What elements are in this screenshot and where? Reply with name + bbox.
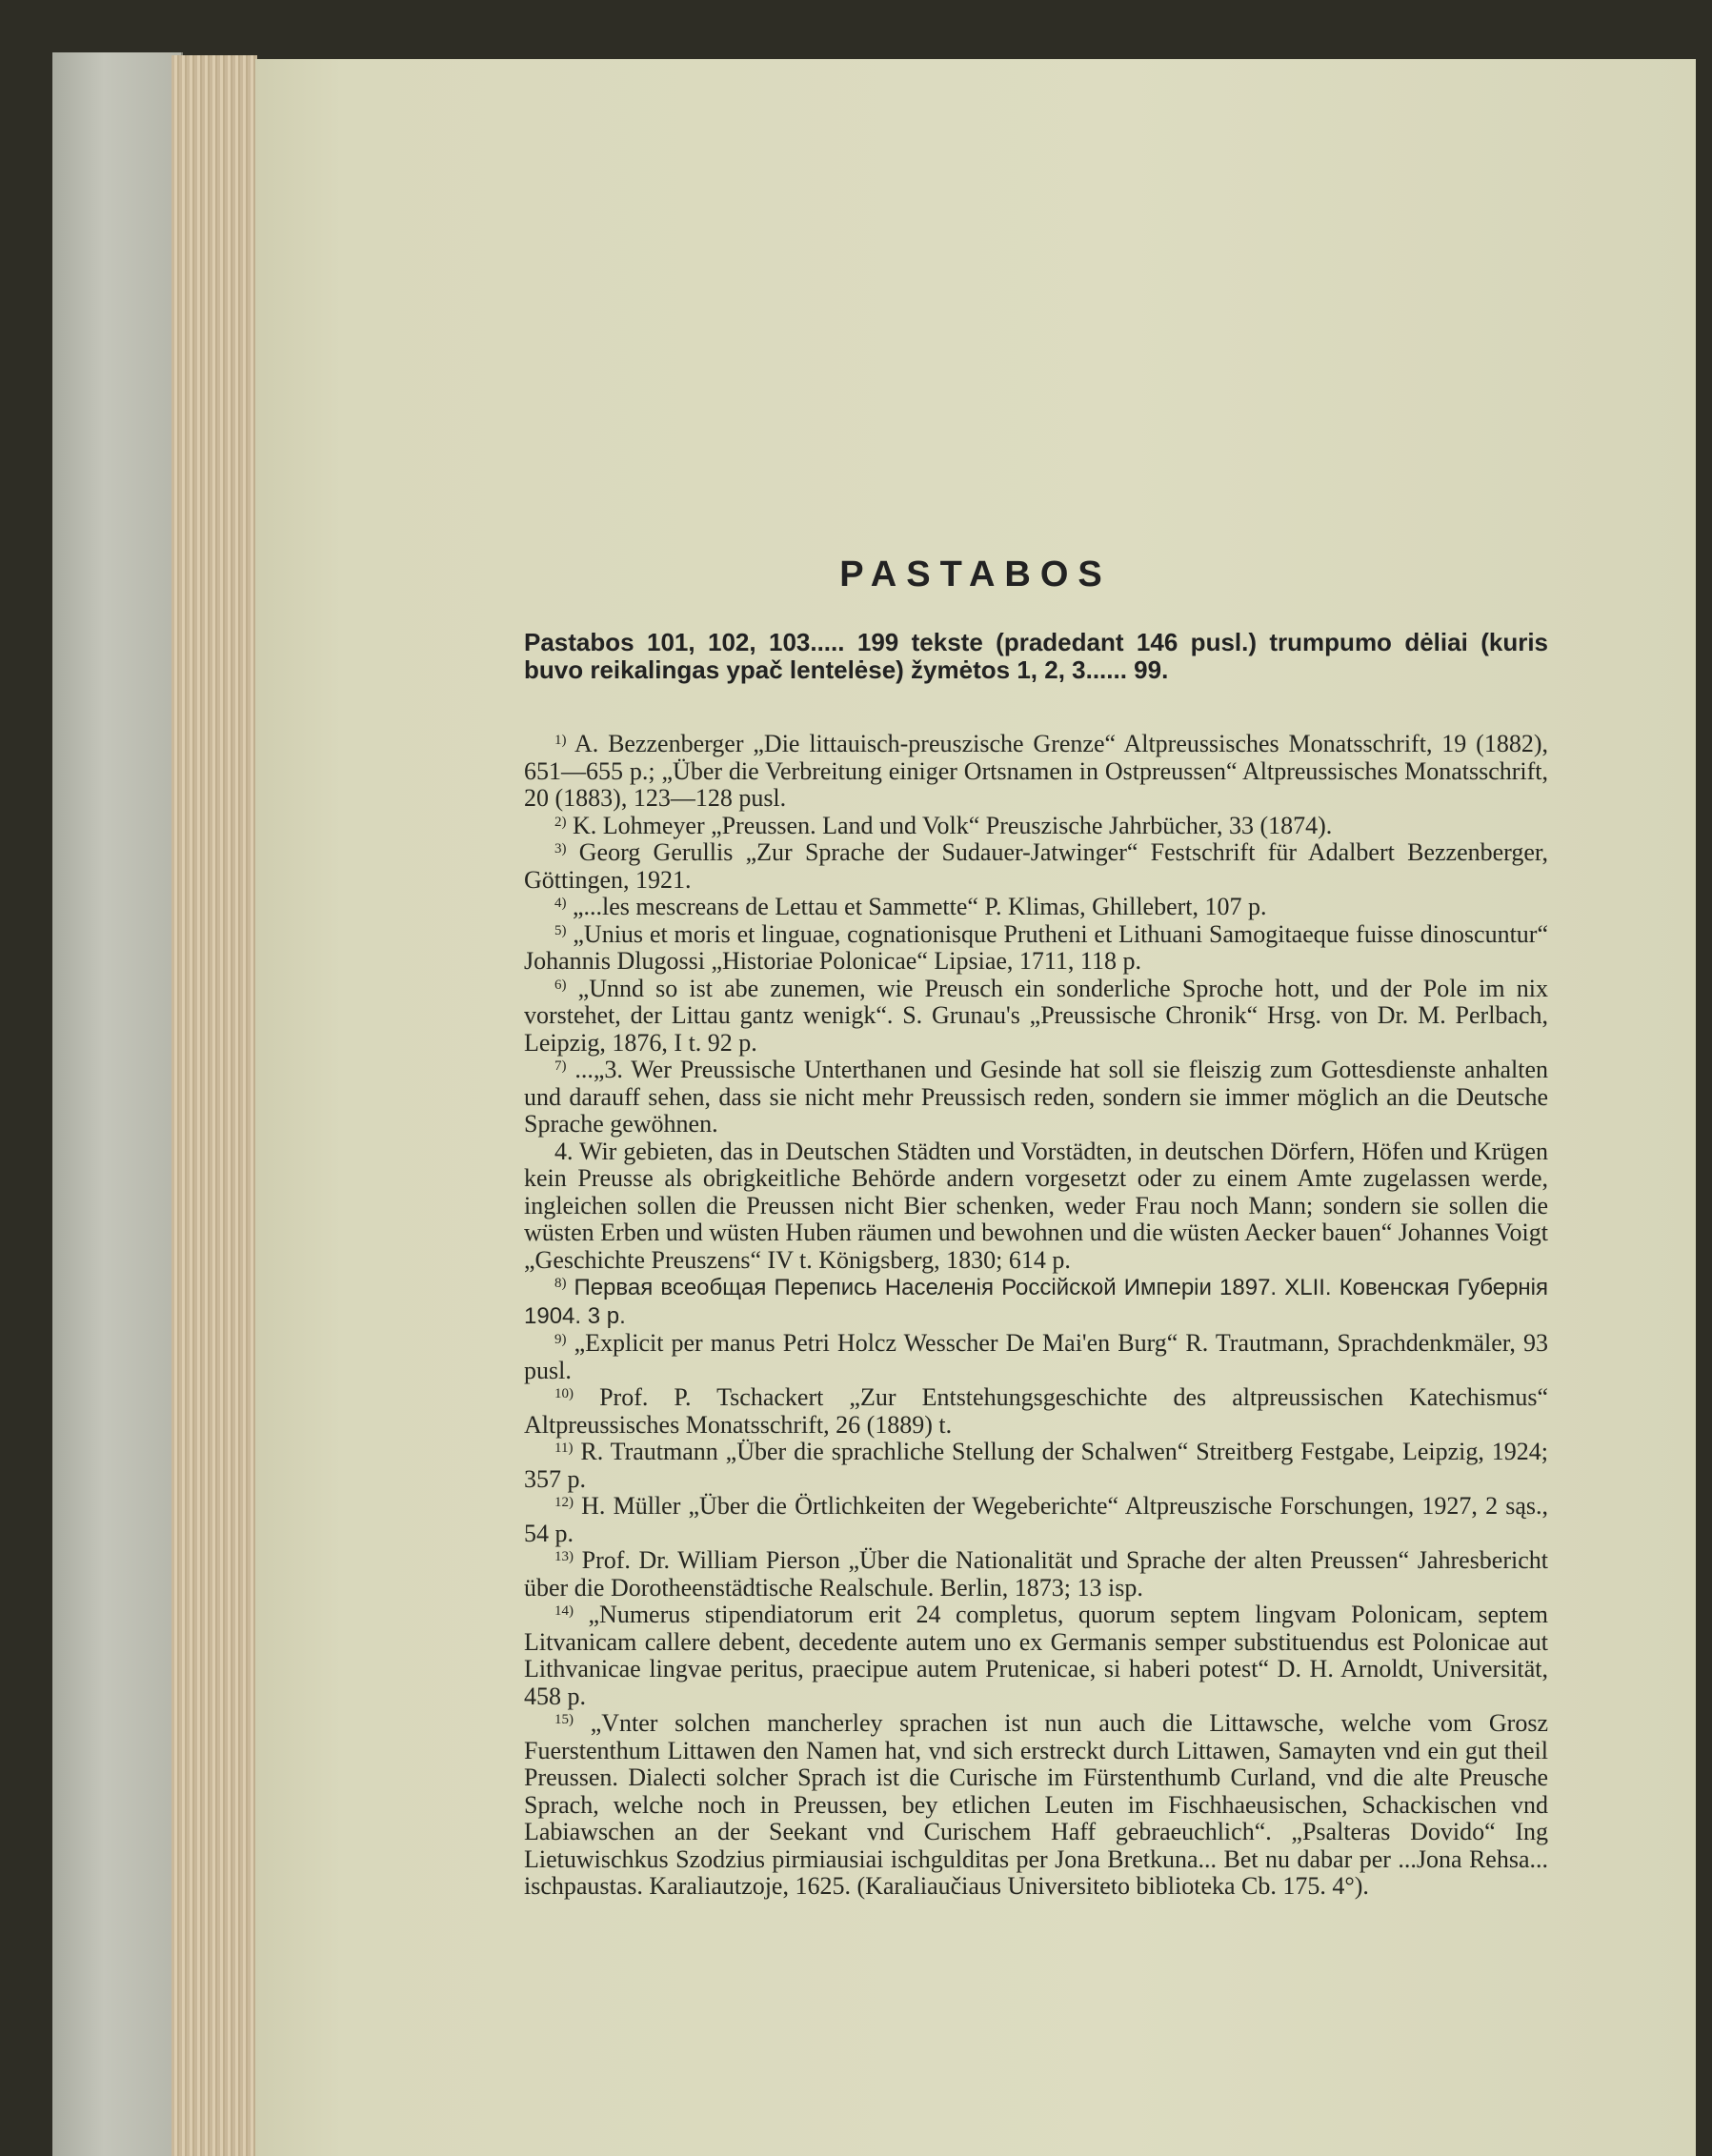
footnote-text: „Numerus stipendiatorum erit 24 completus, quorum septem lingvam Polonicam, septem Litvanicam callere debent, decedente autem uno ex Germanis semper substituendus est Polonicae aut Lithvanicae lingvae peritus, praecipue autem Prutenicae, si haberi potest“ D. H. Arnoldt, Universität, 458 p.	[524, 1601, 1548, 1710]
footnote-number: 11)	[554, 1441, 574, 1456]
footnote-text: Prof. Dr. William Pierson „Über die Nationalität und Sprache der alten Preussen“ Jahresbericht über die Dorotheenstädtische Realschule. Berlin, 1873; 13 isp.	[524, 1546, 1548, 1602]
footnote-text: „Unius et moris et linguae, cognationisque Prutheni et Lithuani Samogitaeque fuisse dinoscuntur“ Johannis Dlugossi „Historiae Polonicae“ Lipsiae, 1711, 118 p.	[524, 919, 1549, 975]
footnote-text: 4. Wir gebieten, das in Deutschen Städten und Vorstädten, in deutschen Dörfern, Höfen und Krügen kein Preusse als obrigkeitliche Behörde andern vorgesetzt oder zu einem Amte zugelassen werde, ingleichen sollen die Preussen nicht Bier schenken, weder Frau noch Mann; sondern sie sollen die wüsten Erben und wüsten Huben räumen und bewohnen und die wüsten Aecker bauen“ Johannes Voigt „Geschichte Preuszens“ IV t. Königsberg, 1830; 614 p.	[524, 1137, 1548, 1274]
footnote	[524, 1493, 1548, 1547]
footnote	[524, 1547, 1548, 1602]
footnote-number: 4)	[554, 896, 567, 911]
footnote	[524, 1330, 1548, 1384]
footnote-text: „Explicit per manus Petri Holcz Wesscher De Mai'en Burg“ R. Trautmann, Sprachdenkmäler, 93 pusl.	[524, 1329, 1548, 1384]
footnote	[524, 1138, 1548, 1275]
footnote	[524, 731, 1548, 813]
footnote-text: „...les mescreans de Lettau et Sammette“ P. Klimas, Ghillebert, 107 p.	[573, 893, 1267, 920]
footnote-text: Prof. P. Tschackert „Zur Entstehungsgeschichte des altpreussischen Katechismus“ Altpreussisches Monatsschrift, 26 (1889) t.	[524, 1383, 1548, 1439]
footnote	[524, 1710, 1548, 1901]
book-cover	[52, 52, 183, 2156]
footnote	[524, 1384, 1548, 1439]
footnote-number: 15)	[554, 1712, 574, 1727]
intro-paragraph: Pastabos 101, 102, 103..... 199 tekste (pradedant 146 pusl.) trumpumo dėliai (kuris buvo reikalingas ypač lentelėse) žymėtos 1, 2, 3...... 99.	[524, 628, 1548, 684]
footnote	[524, 894, 1548, 921]
footnote-number: 5)	[554, 922, 567, 938]
footnote-text: A. Bezzenberger „Die littauisch-preuszische Grenze“ Altpreussisches Monatsschrift, 19 (1882), 651—655 p.; „Über die Verbreitung einiger Ortsnamen in Ostpreussen“ Altpreussisches Monatsschrift, 20 (1883), 123—128 pusl.	[524, 730, 1548, 812]
footnote	[524, 1274, 1548, 1330]
footnote-text: Georg Gerullis „Zur Sprache der Sudauer-Jatwinger“ Festschrift für Adalbert Bezzenberger, Göttingen, 1921.	[524, 838, 1548, 894]
notes-list	[524, 731, 1548, 1901]
footnote	[524, 813, 1548, 840]
footnote-number: 1)	[554, 733, 567, 748]
footnote	[524, 1602, 1548, 1710]
page-edges	[171, 55, 257, 2156]
footnote	[524, 839, 1548, 894]
footnote-text: R. Trautmann „Über die sprachliche Stellung der Schalwen“ Streitberg Festgabe, Leipzig, 1924; 357 p.	[524, 1438, 1549, 1493]
book-page	[255, 59, 1696, 2156]
footnote-text: ...„3. Wer Preussische Unterthanen und Gesinde hat soll sie fleiszig zum Gottesdienste anhalten und darauff sehen, dass sie nicht mehr Preussisch reden, sondern sie immer möglich an die Deutsche Sprache gewöhnen.	[524, 1056, 1549, 1138]
footnote	[524, 1057, 1548, 1138]
footnote-number: 13)	[554, 1549, 574, 1564]
footnote-number: 12)	[554, 1495, 574, 1510]
footnote-number: 9)	[554, 1332, 567, 1347]
page-heading: PASTABOS	[839, 554, 1112, 594]
footnote-number: 8)	[554, 1276, 567, 1291]
footnote-number: 6)	[554, 977, 567, 993]
footnote-number: 14)	[554, 1603, 574, 1619]
footnote-text: „Vnter solchen mancherley sprachen ist nun auch die Littawsche, welche vom Grosz Fuerstenthum Littawen den Namen hat, vnd sich erstreckt durch Littawen, Samayten vnd ein gut theil Preussen. Dialecti solcher Sprach ist die Curische im Fürstenthumb Curland, vnd die alte Preusche Sprach, welche noch in Preussen, bey etlichen Leuten im Fischhaeusischen, Schackischen vnd Labiawschen an der Seekant vnd Curischem Haff gebraeuchlich“. „Psalteras Dovido“ Ing Lietuwischkus Szodzius pirmiausiai ischgulditas per Jona Bretkuna... Bet nu dabar per ...Jona Rehsa... ischpaustas. Karaliautzoje, 1625. (Karaliaučiaus Universiteto biblioteka Cb. 175. 4°).	[524, 1709, 1548, 1900]
footnote-number: 7)	[554, 1058, 567, 1074]
footnote-number: 3)	[554, 841, 567, 856]
footnote-text: H. Müller „Über die Örtlichkeiten der Wegeberichte“ Altpreuszische Forschungen, 1927, 2 sąs., 54 p.	[524, 1492, 1549, 1547]
footnote	[524, 921, 1548, 976]
footnote-text: „Unnd so ist abe zunemen, wie Preusch ein sonderliche Sproche hott, und der Pole im nix vorstehet, der Littau gantz wenigk“. S. Grunau's „Preussische Chronik“ Hrsg. von Dr. M. Perlbach, Leipzig, 1876, I t. 92 p.	[524, 974, 1548, 1057]
footnote-number: 10)	[554, 1386, 574, 1401]
footnote-number: 2)	[554, 814, 567, 830]
footnote	[524, 976, 1548, 1058]
footnote-text: Первая всеобщая Перепись Населенія Россійской Имперіи 1897. XLII. Ковенская Губернія 1904. 3 p.	[524, 1275, 1549, 1329]
footnote	[524, 1439, 1548, 1493]
footnote-text: K. Lohmeyer „Preussen. Land und Volk“ Preuszische Jahrbücher, 33 (1874).	[573, 811, 1333, 839]
